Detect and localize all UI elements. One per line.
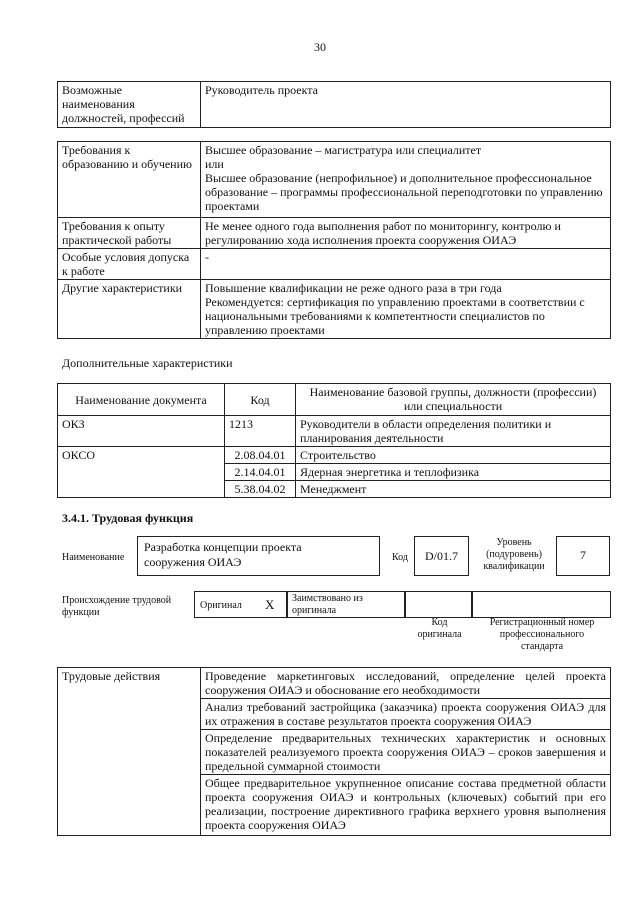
okso-name: Менеджмент (296, 481, 611, 498)
okso-code: 5.38.04.02 (225, 481, 296, 498)
okz-code: 1213 (225, 416, 296, 447)
other-characteristics-value (201, 280, 611, 339)
origin-code-label: Код оригинала (417, 617, 462, 640)
labor-action-item: Проведение маркетинговых исследований, определение целей проекта сооружения ОИАЭ и обоснование его необходимости (201, 668, 611, 699)
header-name: Наименование базовой группы, должности (профессии) или специальности (296, 384, 611, 416)
other-line: Повышение квалификации не реже одного раза в три года (205, 281, 502, 295)
okz-name: Руководители в области определения политики и планирования деятельности (296, 416, 611, 447)
origin-code-cell (405, 591, 472, 618)
reg-number-cell (472, 591, 611, 618)
page-number: 30 (314, 40, 326, 54)
experience-value: Не менее одного года выполнения работ по мониторингу, контролю и регулированию хода исполнения проекта сооружения ОИАЭ (201, 218, 611, 249)
okso-code: 2.08.04.01 (225, 447, 296, 464)
origin-label: Происхождение трудовой функции (62, 595, 172, 618)
labor-actions-label: Трудовые действия (58, 668, 201, 836)
job-titles-value: Руководитель проекта (201, 82, 611, 128)
labor-actions-table (57, 667, 611, 836)
code-value: D/01.7 (425, 549, 458, 563)
labor-action-item: Общее предварительное укрупненное описание состава предметной области проекта сооружения ОИАЭ и контрольных (ключевых) событий при его реализации, построение директивного графика верхнего уровня выполнения проекта сооружения ОИАЭ (201, 775, 611, 836)
special-conditions-label: Особые условия допуска к работе (58, 249, 201, 280)
function-name-box (137, 536, 380, 576)
labor-action-item: Анализ требований застройщика (заказчика) проекта сооружения ОИАЭ для их отражения в составе результатов проекта сооружения ОИАЭ (201, 699, 611, 730)
reg-number-label: Регистрационный номер профессионального стандарта (489, 617, 595, 652)
requirements-table (57, 141, 611, 339)
function-heading: 3.4.1. Трудовая функция (62, 511, 194, 525)
education-label: Требования к образованию и обучению (58, 142, 201, 218)
function-name-label: Наименование (62, 552, 125, 563)
education-line: или (205, 157, 224, 171)
extra-characteristics-table (57, 383, 611, 498)
okso-name: Строительство (296, 447, 611, 464)
header-code: Код (225, 384, 296, 416)
borrowed-label: Заимствовано из оригинала (292, 593, 363, 616)
okso-code: 2.14.04.01 (225, 464, 296, 481)
extra-characteristics-title: Дополнительные характеристики (62, 356, 233, 370)
job-titles-table (57, 81, 611, 128)
education-line: Высшее образование – магистратура или специалитет (205, 143, 482, 157)
okz-doc: ОКЗ (58, 416, 225, 447)
experience-label: Требования к опыту практической работы (58, 218, 201, 249)
code-box (414, 536, 469, 576)
other-line: Рекомендуется: сертификация по управлению проектами в соответствии с национальными требованиями к компетентности специалистов по управлению проектами (205, 295, 585, 337)
level-box (556, 536, 610, 576)
okso-name: Ядерная энергетика и теплофизика (296, 464, 611, 481)
code-label: Код (392, 552, 408, 563)
level-label: Уровень (подуровень) квалификации (483, 537, 545, 572)
original-label: Оригинал (200, 600, 242, 611)
function-name-value: Разработка концепции проекта сооружения ОИАЭ (144, 540, 302, 569)
labor-action-item: Определение предварительных технических характеристик и основных показателей реализуемого проекта сооружения ОИАЭ – сроков завершения и предельной суммарной стоимости (201, 730, 611, 775)
okso-doc: ОКСО (58, 447, 225, 498)
original-mark: X (265, 597, 275, 612)
education-line: Высшее образование (непрофильное) и дополнительное профессиональное образование – программы профессиональной переподготовки по управлению проектами (205, 171, 603, 213)
header-document: Наименование документа (58, 384, 225, 416)
level-value: 7 (580, 548, 586, 562)
special-conditions-value: - (201, 249, 611, 280)
education-value (201, 142, 611, 218)
job-titles-label: Возможные наименования должностей, профессий (58, 82, 201, 128)
other-characteristics-label: Другие характеристики (58, 280, 201, 339)
